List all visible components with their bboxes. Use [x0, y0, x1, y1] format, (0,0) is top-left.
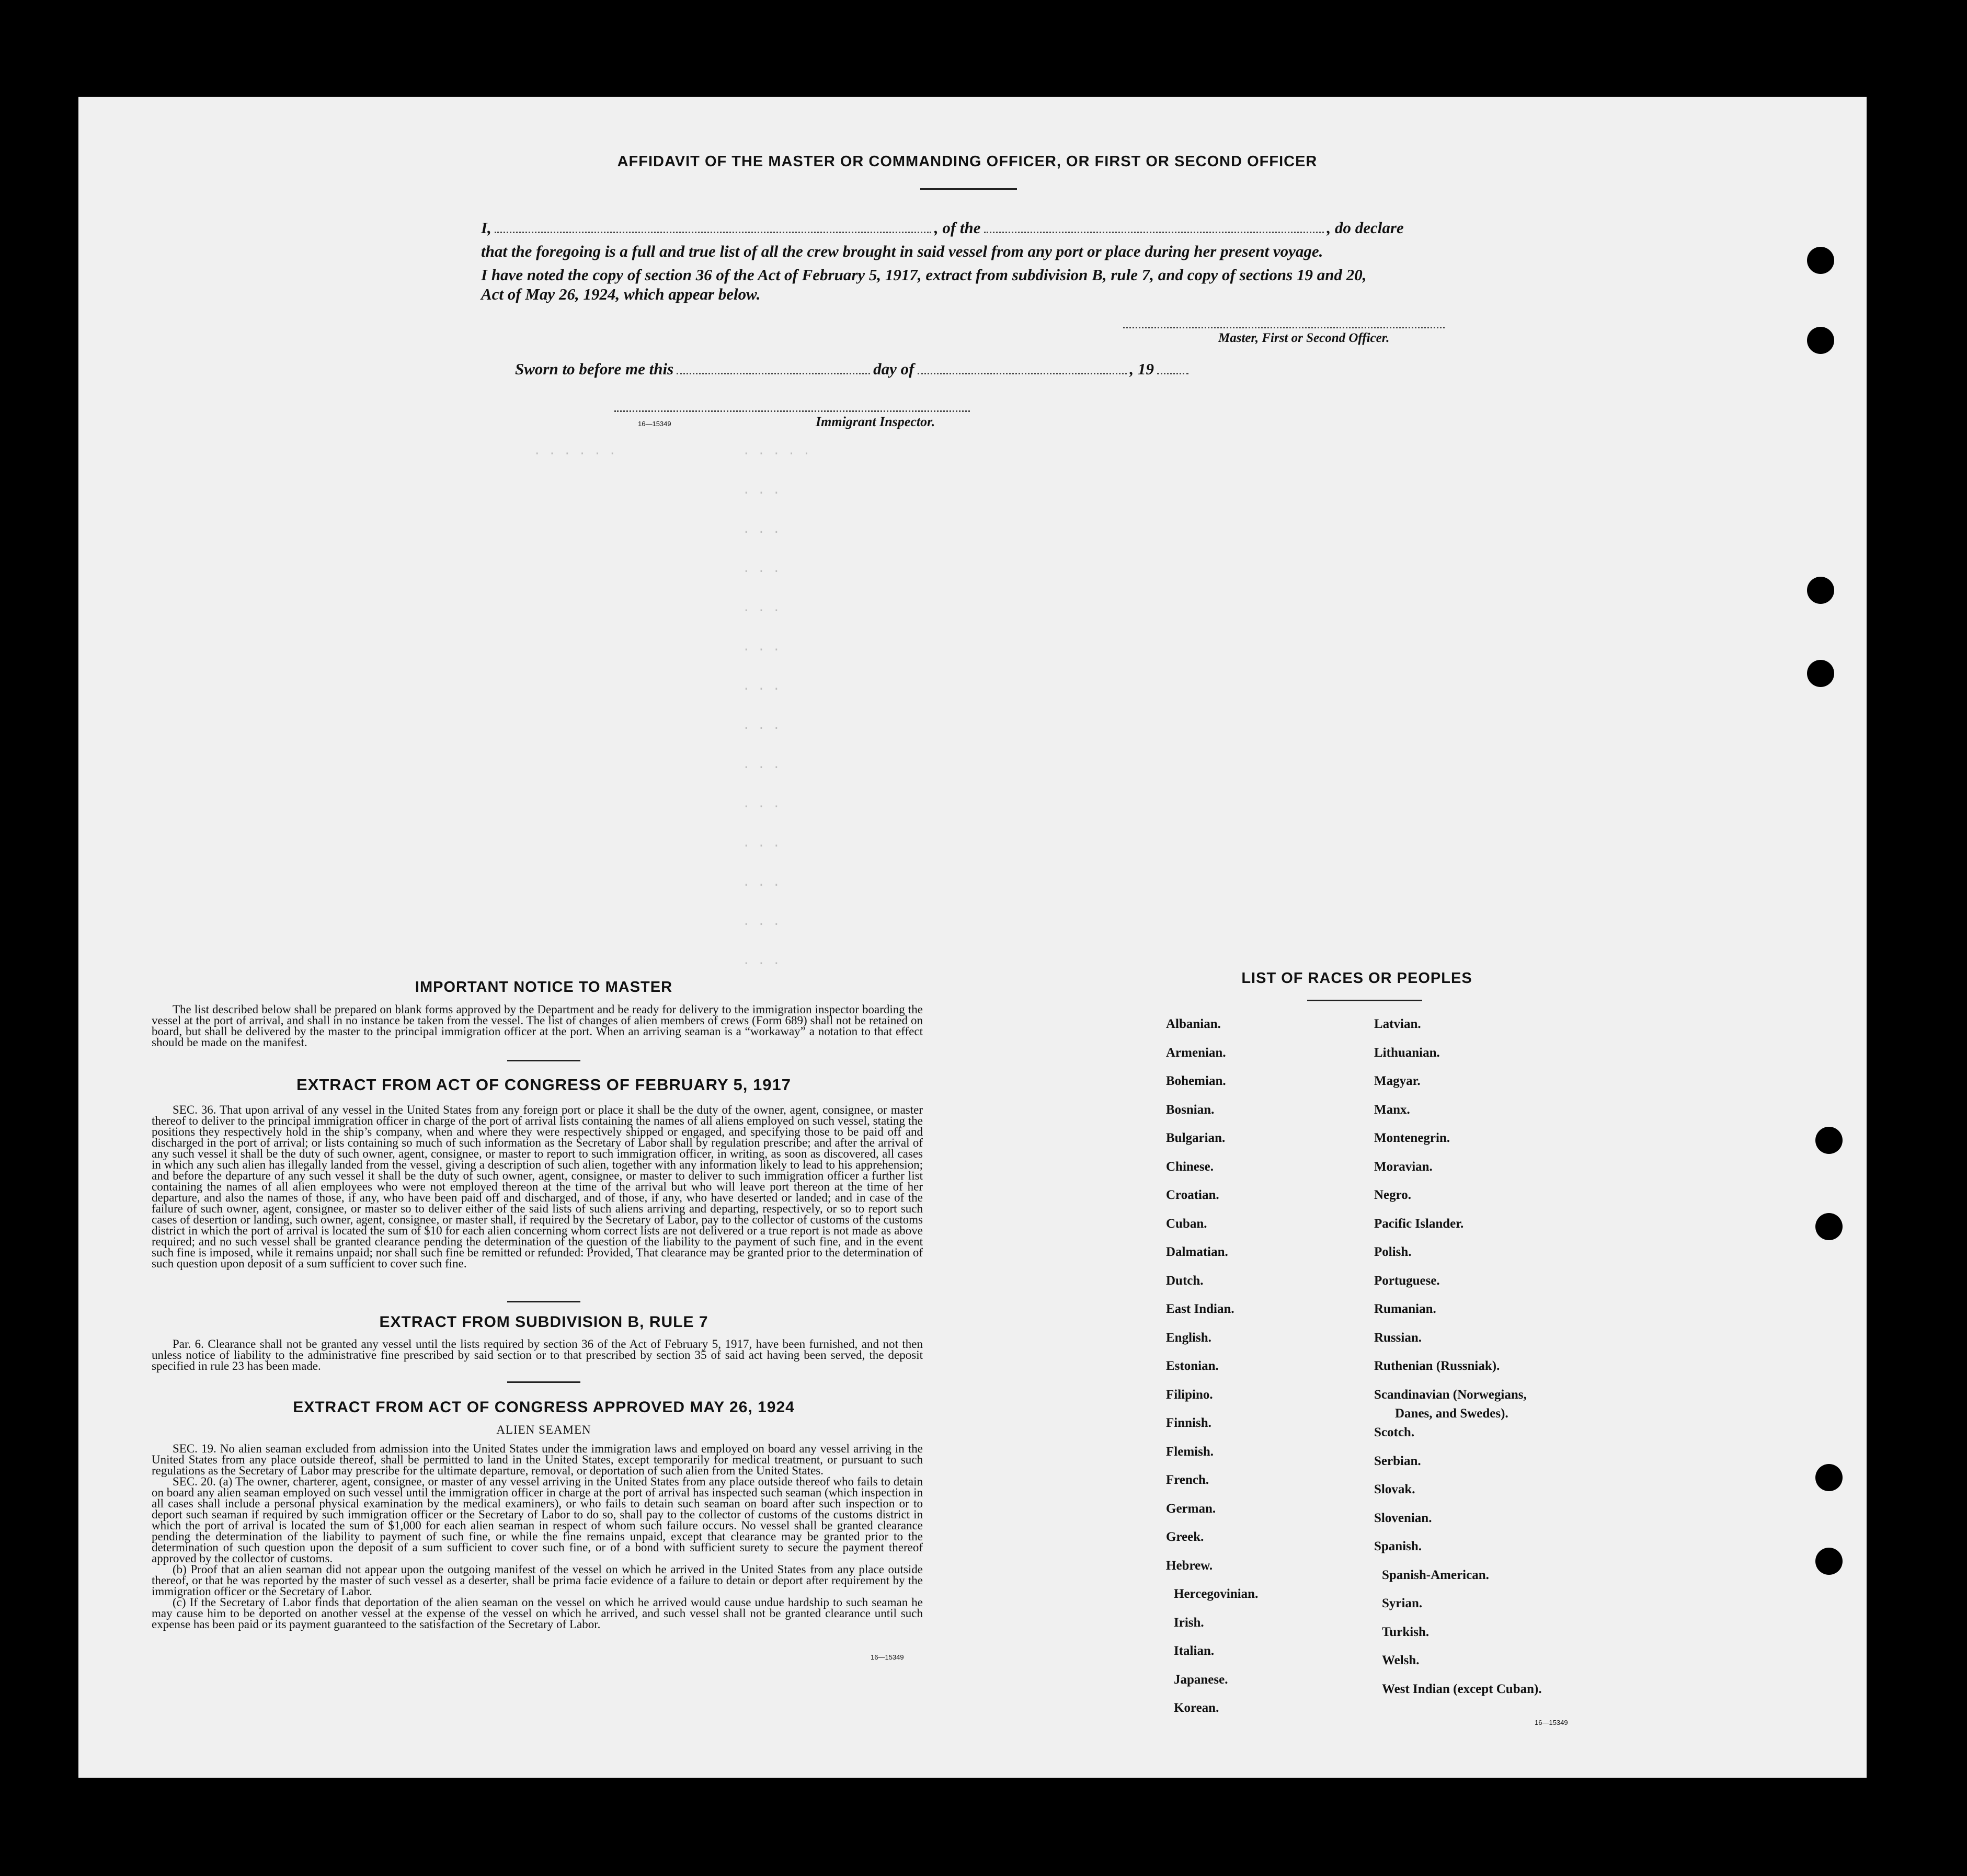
sec-20c-paragraph: (c) If the Secretary of Labor finds that deportation of the alien seaman on the vessel on which he arrived would cause undue hardship to such seaman he may cause him to be deported on another vessel at the expense of the vessel on which he arrived, and such vessel shall not be granted clearance until such expense has been paid or its payment guaranteed to the satisfaction of the Secretary of Labor. [152, 1596, 923, 1631]
form-number: 16—15349 [638, 420, 671, 428]
extract-rule7-text [152, 1339, 923, 1371]
race-item: Cuban. [1166, 1216, 1207, 1231]
race-item: Scotch. [1374, 1425, 1415, 1439]
race-item: Bosnian. [1166, 1102, 1215, 1117]
race-item: Italian. [1174, 1644, 1215, 1658]
bleed-through-marks: . . . [742, 523, 781, 537]
divider [507, 1060, 580, 1061]
race-item: Estonian. [1166, 1359, 1219, 1373]
sworn-line [515, 360, 1192, 379]
bleed-through-marks: . . . [742, 640, 781, 655]
race-item: Korean. [1174, 1701, 1219, 1715]
race-item: Chinese. [1166, 1159, 1214, 1174]
sec-36-paragraph: SEC. 36. That upon arrival of any vessel in the United States from any foreign port or place it shall be the duty of the owner, agent, consignee, or master thereof to deliver to the principal immigration officer in charge of the port of arrival lists containing the names of all aliens employed on such vessel, stating the positions they respectively hold in the ship’s company, when and where they were respectively shipped or engaged, and specifying those to be paid off and discharged in the port of arrival; or lists containing so much of such information as the Secretary of Labor shall by regulation prescribe; and after the arrival of any such vessel it shall be the duty of such owner, agent, consignee, or master to report to such immigration officer, in writing, as soon as discovered, all cases in which any such alien has illegally landed from the vessel, giving a description of such alien, together with any information likely to lead to his apprehension; and before the departure of any such vessel it shall be the duty of such owner, agent, consignee, or master to deliver to such immigration officer a further list containing the names of all alien employees who were not employed thereon at the time of the arrival but who will leave port thereon at the time of her departure, and also the names of those, if any, who have been paid off and discharged, and of those, if any, who have deserted or landed; and in case of the failure of such owner, agent, consignee, or master so to deliver either of the said lists of such aliens arriving and departing, respectively, or so to report such cases of desertion or landing, such owner, agent, consignee, or master shall, if required by the Secretary of Labor, pay to the collector of customs of the customs district in which the port of arrival is located the sum of $10 for each alien concerning whom correct lists are not delivered or a true report is not made as above required; and no such vessel shall be granted clearance pending the determination of the question of the liability to the payment of such fine, and in the event such fine is imposed, while it remains unpaid; nor shall such fine be remitted or refunded: Provided, That clearance may be granted prior to the determination of such question upon deposit of a sum sufficient to cover such fine. [152, 1103, 923, 1270]
bleed-through-marks: . . . [742, 562, 781, 576]
race-item: Syrian. [1382, 1596, 1423, 1610]
race-item: Albanian. [1166, 1017, 1221, 1031]
race-item: Moravian. [1374, 1159, 1433, 1174]
race-item: French. [1166, 1473, 1209, 1487]
race-item: East Indian. [1166, 1302, 1234, 1316]
punch-hole [1807, 247, 1834, 274]
race-item: Danes, and Swedes). [1395, 1406, 1508, 1421]
affidavit-title: AFFIDAVIT OF THE MASTER OR COMMANDING OFFICER, OR FIRST OR SECOND OFFICER [617, 153, 1318, 170]
race-item: Finnish. [1166, 1416, 1211, 1430]
race-item: German. [1166, 1501, 1216, 1516]
bleed-through-marks: . . . [742, 915, 781, 929]
race-item: Spanish-American. [1382, 1568, 1489, 1582]
race-item: Latvian. [1374, 1017, 1421, 1031]
race-item: Pacific Islander. [1374, 1216, 1464, 1231]
signature-line[interactable] [1123, 327, 1445, 328]
bleed-through-marks: . . . [742, 876, 781, 890]
affidavit-declare: , do declare [1326, 219, 1404, 237]
divider [507, 1381, 580, 1383]
bleed-through-marks: . . . [742, 797, 781, 811]
month-blank[interactable] [918, 373, 1127, 374]
sec-19-paragraph: SEC. 19. No alien seaman excluded from admission into the United States under the immigration laws and employed on board any vessel arriving in the United States from any place outside thereof, shall be permitted to land in the United States, except temporarily for medical treatment, or pursuant to such regulations as the Secretary of Labor may prescribe for the ultimate departure, removal, or deportation of such alien from the United States. [152, 1442, 923, 1477]
bleed-through-marks: . . . [742, 837, 781, 851]
race-item: Spanish. [1374, 1539, 1422, 1553]
race-item: Ruthenian (Russniak). [1374, 1359, 1500, 1373]
race-item: Montenegrin. [1374, 1131, 1450, 1145]
race-item: Bulgarian. [1166, 1131, 1226, 1145]
notice-paragraph: The list described below shall be prepared on blank forms approved by the Department and be ready for delivery to the immigration inspector boarding the vessel at the port of arrival, and shall in no instance be taken from the vessel. The list of changes of alien members of crews (Form 689) shall not be retained on board, but shall be delivered by the master to the principal immigration officer at the port. When an arriving seaman is a “workaway” a notation to that effect should be made on the manifest. [152, 1003, 923, 1049]
extract-1917-title: EXTRACT FROM ACT OF CONGRESS OF FEBRUARY 5, 1917 [296, 1076, 791, 1094]
race-item: Greek. [1166, 1530, 1204, 1544]
punch-hole [1815, 1127, 1843, 1154]
race-item: Negro. [1374, 1188, 1412, 1202]
affidavit-line-1 [481, 219, 1404, 237]
race-item: Dalmatian. [1166, 1245, 1228, 1259]
race-item: Lithuanian. [1374, 1045, 1440, 1060]
punch-hole [1815, 1464, 1843, 1491]
affidavit-of-the: , of the [934, 219, 981, 237]
race-item: Scandinavian (Norwegians, [1374, 1387, 1527, 1402]
race-item: Portuguese. [1374, 1273, 1440, 1288]
race-item: Serbian. [1374, 1454, 1421, 1468]
day-blank[interactable] [677, 373, 870, 374]
notice-title: IMPORTANT NOTICE TO MASTER [415, 979, 673, 996]
affidavit-i: I, [481, 219, 491, 237]
race-item: English. [1166, 1330, 1211, 1345]
sec-20a-paragraph: SEC. 20. (a) The owner, charterer, agent, consignee, or master of any vessel arriving in the United States from any place outside thereof who fails to detain on board any alien seaman employed on such vessel until the immigration officer in charge at the port of arrival has inspected such seaman (which inspection in all cases shall include a personal physical examination by the medical examiners), or who fails to detain such seaman on board after such inspection or to deport such seaman if required by such immigration officer or the Secretary of Labor to do so, shall pay to the collector of customs of the customs district in which the port of arrival is located the sum of $1,000 for each alien seaman in respect of whom such failure occurs. No vessel shall be granted clearance pending the determination of the liability to payment of such fine, or while the fine remains unpaid, except that clearance may be granted prior to the determination of such question upon the deposit of a sum sufficient to cover such fine, or of a bond with sufficient surety to secure the payment thereof approved by the collector of customs. [152, 1475, 923, 1565]
races-title: LIST OF RACES OR PEOPLES [1241, 970, 1472, 987]
form-number: 16—15349 [871, 1653, 904, 1661]
race-item: Armenian. [1166, 1045, 1226, 1060]
punch-hole [1815, 1548, 1843, 1575]
bleed-through-marks: . . . [742, 758, 781, 772]
race-item: Rumanian. [1374, 1302, 1436, 1316]
race-item: Filipino. [1166, 1387, 1213, 1402]
bleed-through-marks: . . . [742, 601, 781, 615]
bleed-through-marks: . . . [742, 719, 781, 733]
race-item: Croatian. [1166, 1188, 1219, 1202]
divider [507, 1301, 580, 1302]
race-item: Irish. [1174, 1615, 1204, 1630]
bleed-through-marks: . . . [742, 680, 781, 694]
bleed-through-marks: . . . [742, 954, 781, 968]
inspector-line[interactable] [614, 410, 970, 412]
bleed-through-marks: . . . . . [742, 444, 810, 459]
punch-hole [1807, 660, 1834, 687]
race-item: Hercegovinian. [1174, 1587, 1259, 1601]
affidavit-line-4: Act of May 26, 1924, which appear below. [481, 285, 761, 303]
punch-hole [1807, 577, 1834, 604]
name-blank[interactable] [495, 232, 931, 233]
race-item: Japanese. [1174, 1672, 1228, 1687]
extract-rule7-title: EXTRACT FROM SUBDIVISION B, RULE 7 [379, 1313, 708, 1331]
form-number: 16—15349 [1535, 1719, 1568, 1726]
punch-hole [1815, 1213, 1843, 1240]
race-item: Turkish. [1382, 1625, 1429, 1639]
par-6-paragraph: Par. 6. Clearance shall not be granted any vessel until the lists required by section 36 of the Act of February 5, 1917, have been furnished, and not then unless notice of liability to the administrative fine prescribed by said section or to that prescribed by section 35 of said act having been served, the deposit specified in rule 23 has been made. [152, 1337, 923, 1372]
signature-label: Master, First or Second Officer. [1218, 331, 1390, 345]
sworn-year: , 19 [1129, 360, 1154, 378]
race-item: Magyar. [1374, 1074, 1421, 1088]
vessel-blank[interactable] [984, 232, 1324, 233]
alien-seamen-subtitle: ALIEN SEAMEN [496, 1423, 591, 1436]
affidavit-line-3: I have noted the copy of section 36 of the Act of February 5, 1917, extract from subdivision B, rule 7, and copy of sections 19 and 20, [481, 266, 1367, 284]
punch-hole [1807, 327, 1834, 354]
bleed-through-marks: . . . . . . [533, 444, 616, 459]
extract-1924-title: EXTRACT FROM ACT OF CONGRESS APPROVED MAY 26, 1924 [293, 1399, 795, 1416]
race-item: West Indian (except Cuban). [1382, 1681, 1542, 1696]
race-item: Polish. [1374, 1245, 1412, 1259]
year-blank[interactable] [1157, 373, 1188, 374]
inspector-label: Immigrant Inspector. [816, 414, 935, 429]
race-item: Dutch. [1166, 1273, 1204, 1288]
race-item: Welsh. [1382, 1653, 1420, 1667]
race-item: Russian. [1374, 1330, 1422, 1345]
bleed-through-marks: . . . [742, 484, 781, 498]
race-item: Flemish. [1166, 1444, 1214, 1459]
race-item: Bohemian. [1166, 1074, 1226, 1088]
race-item: Slovenian. [1374, 1511, 1432, 1525]
extract-1917-text [152, 1104, 923, 1269]
sworn-text: Sworn to before me this [515, 360, 674, 378]
notice-text [152, 1004, 923, 1048]
race-item: Hebrew. [1166, 1558, 1213, 1573]
sec-20b-paragraph: (b) Proof that an alien seaman did not appear upon the outgoing manifest of the vessel on which he arrived in the United States from any place outside thereof, or that he was reported by the master of such vessel as a deserter, shall be prima facie evidence of a failure to detain or deport after requirement by the immigration officer or the Secretary of Labor. [152, 1563, 923, 1598]
extract-1924-text [152, 1443, 923, 1630]
race-item: Manx. [1374, 1102, 1410, 1117]
divider [920, 188, 1017, 190]
sworn-day-of: day of [873, 360, 914, 378]
divider [1307, 1000, 1422, 1001]
affidavit-line-2: that the foregoing is a full and true list of all the crew brought in said vessel from any port or place during her present voyage. [481, 242, 1323, 260]
race-item: Slovak. [1374, 1482, 1415, 1496]
